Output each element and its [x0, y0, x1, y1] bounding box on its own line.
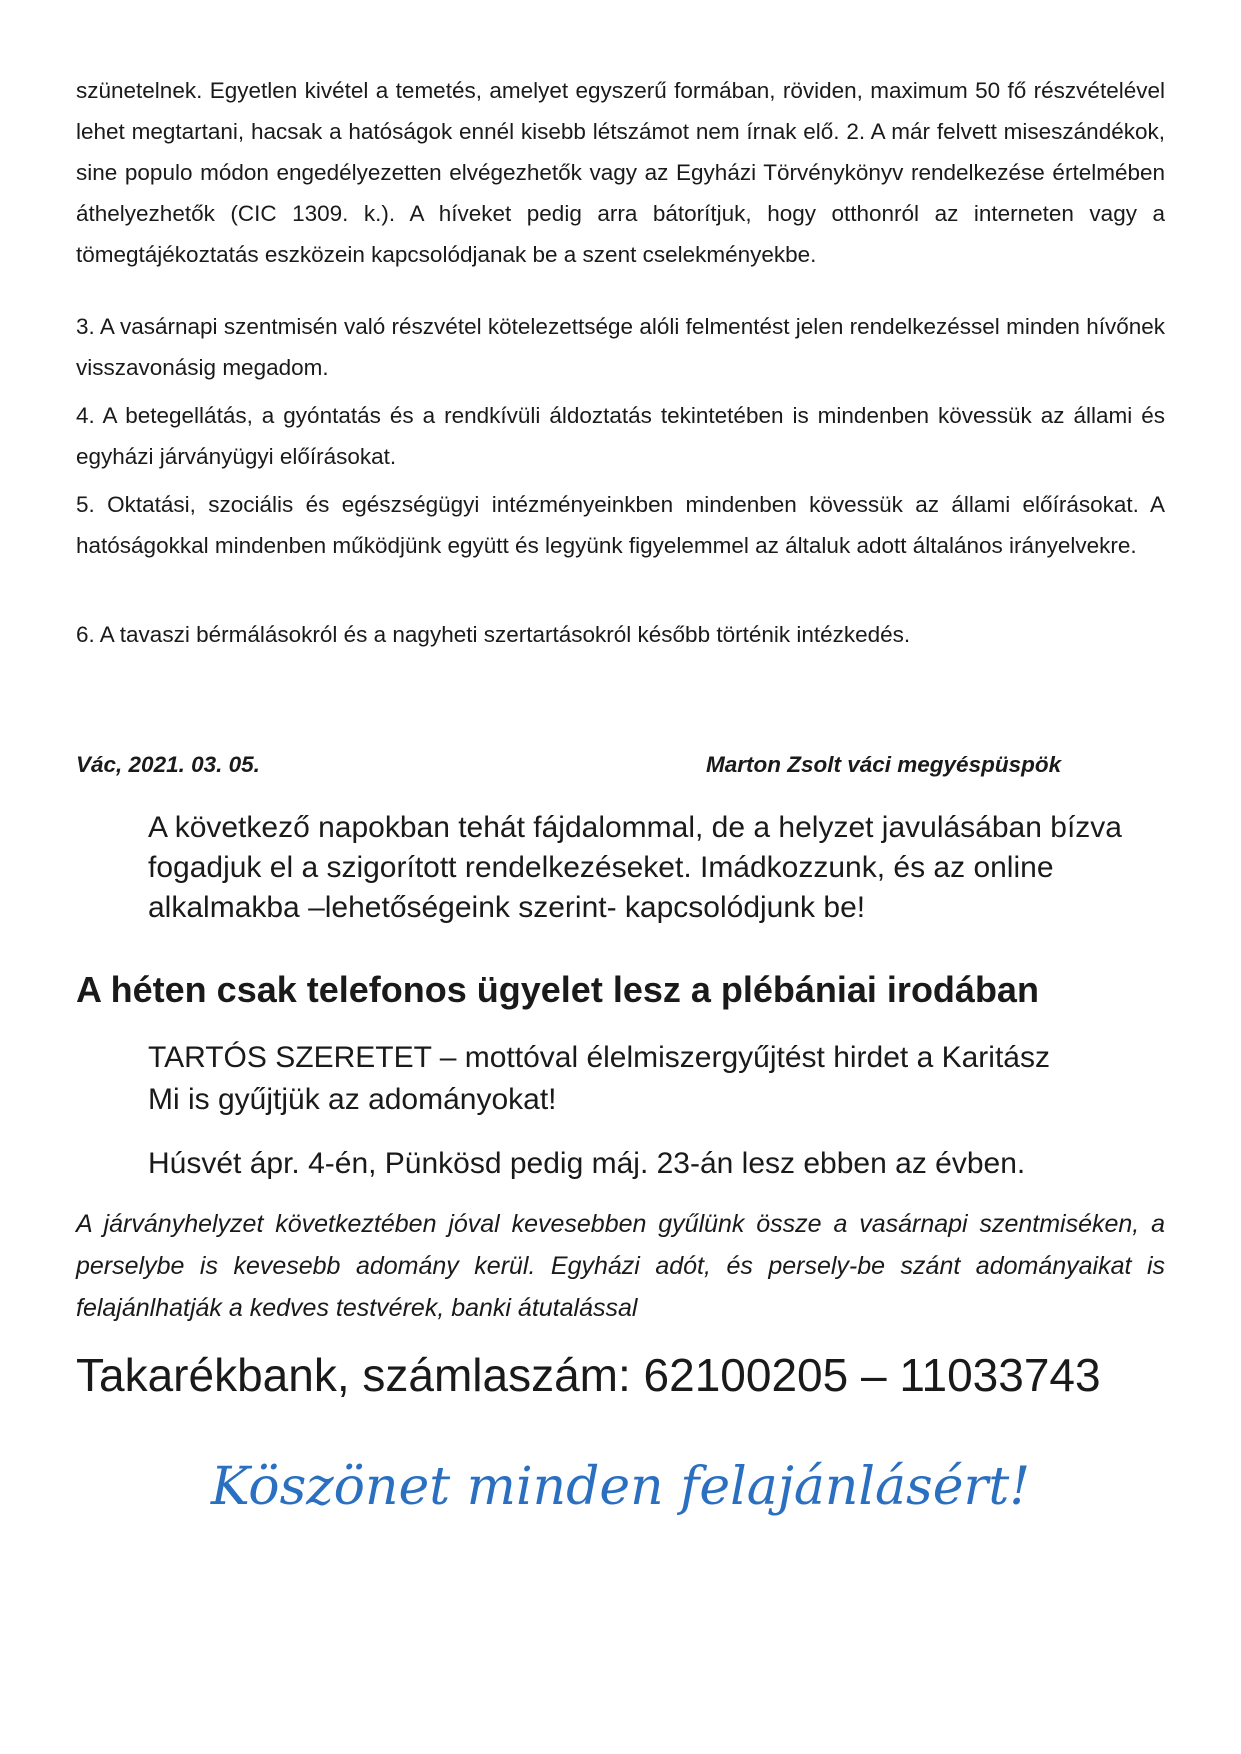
charity-line-1: TARTÓS SZERETET – mottóval élelmiszergyűjtést hirdet a Karitász [148, 1041, 1050, 1074]
item-6-paragraph: 6. A tavaszi bérmálásokról és a nagyheti szertartásokról később történik intézkedés. [76, 622, 911, 647]
signer-name: Marton Zsolt váci megyéspüspök [706, 752, 1062, 777]
signature-row [76, 752, 1165, 792]
item-5-paragraph: 5. Oktatási, szociális és egészségügyi intézményeinkben mindenben kövessük az állami előírásokat. A hatóságokkal mindenben működjünk együtt és legyünk figyelemmel az általuk adott általános irányelvekre. [76, 492, 1165, 558]
donation-note: A járványhelyzet következtében jóval kevesebben gyűlünk össze a vasárnapi szentmiséken, a perselybe is kevesebb adomány kerül. Egyházi adót, és persely-be szánt adományaikat is felajánlhatják a kedves testvérek, banki átutalással [76, 1210, 1165, 1322]
closing-announcement: A következő napokban tehát fájdalommal, de a helyzet javulásában bízva fogadjuk el a szigorított rendelkezéseket. Imádkozzunk, és az online alkalmakba –lehetőségeink szerint- kapcsolódjunk be! [148, 811, 1122, 924]
easter-note: Húsvét ápr. 4-én, Pünkösd pedig máj. 23-án lesz ebben az évben. [148, 1147, 1026, 1180]
place-date: Vác, 2021. 03. 05. [76, 752, 260, 777]
item-4-paragraph: 4. A betegellátás, a gyóntatás és a rendkívüli áldoztatás tekintetében is mindenben kövessük az állami és egyházi járványügyi előírásokat. [76, 403, 1165, 469]
bank-account: Takarékbank, számlaszám: 62100205 – 11033743 [76, 1349, 1101, 1401]
bulletin-page [76, 0, 1165, 1754]
thanks-message: Köszönet minden felajánlásért! [210, 1457, 1031, 1517]
charity-line-2: Mi is gyűjtjük az adományokat! [148, 1083, 557, 1116]
intro-paragraph: szünetelnek. Egyetlen kivétel a temetés, amelyet egyszerű formában, röviden, maximum 50 fő részvételével lehet megtartani, hacsak a hatóságok ennél kisebb létszámot nem írnak elő. 2. A már felvett miseszándékok, sine populo módon engedélyezetten elvégezhetők vagy az Egyházi Törvénykönyv rendelkezése értelmében áthelyezhetők (CIC 1309. k.). A híveket pedig arra bátorítjuk, hogy otthonról az interneten vagy a tömegtájékoztatás eszközein kapcsolódjanak be a szent cselekményekbe. [76, 78, 1165, 267]
item-3-paragraph: 3. A vasárnapi szentmisén való részvétel kötelezettsége alóli felmentést jelen rendelkezéssel minden hívőnek visszavonásig megadom. [76, 314, 1165, 380]
office-headline: A héten csak telefonos ügyelet lesz a plébániai irodában [76, 969, 1039, 1010]
